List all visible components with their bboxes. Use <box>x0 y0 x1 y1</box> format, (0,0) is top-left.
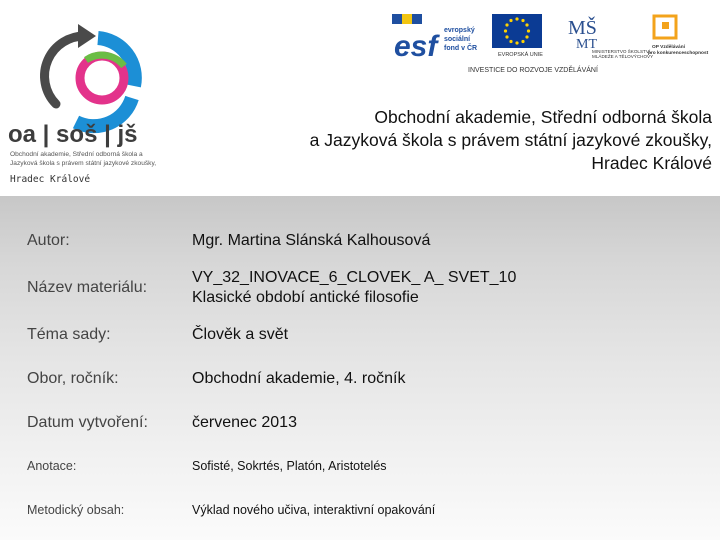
eu-flag-icon <box>492 14 543 58</box>
field-row <box>27 370 710 388</box>
annotation-row <box>27 459 710 473</box>
svg-text:EVROPSKÁ UNIE: EVROPSKÁ UNIE <box>498 52 543 58</box>
author-row <box>27 232 710 250</box>
method-value: Výklad nového učiva, interaktivní opakování <box>192 503 436 517</box>
partners-tagline: INVESTICE DO ROZVOJE VZDĚLÁVÁNÍ <box>468 67 598 74</box>
material-code: VY_32_INOVACE_6_CLOVEK_ A_ SVET_10 <box>192 269 517 286</box>
msmt-logo-icon <box>568 15 653 59</box>
svg-text:MT: MT <box>576 37 597 52</box>
created-row <box>27 414 710 432</box>
school-name <box>310 106 712 175</box>
field-value: Obchodní akademie, 4. ročník <box>192 370 406 387</box>
school-name-line2: a Jazyková škola s právem státní jazykové zkoušky, <box>309 130 712 150</box>
svg-text:evropský sociální: evropský sociální fond v ČR <box>444 27 478 52</box>
op-logo-icon <box>648 16 709 56</box>
logo-city: Hradec Králové <box>10 174 91 185</box>
logo-mark-icon <box>6 16 176 191</box>
logo-brand: oa | soš | jš <box>8 121 138 148</box>
method-row <box>27 503 710 517</box>
topic-value: Člověk a svět <box>192 326 289 343</box>
header <box>0 0 720 196</box>
method-label: Metodický obsah: <box>27 503 125 517</box>
partner-logos-graphic <box>392 8 712 78</box>
school-name-line3: Hradec Králové <box>591 153 712 173</box>
annotation-label: Anotace: <box>27 459 77 473</box>
created-label: Datum vytvoření: <box>27 414 148 431</box>
material-row <box>27 268 710 308</box>
svg-text:OP Vzdělávání pro: OP Vzdělávání pro konkurenceschopnost <box>648 45 709 56</box>
annotation-value: Sofisté, Sokrtés, Platón, Aristotelés <box>192 459 387 473</box>
field-label: Obor, ročník: <box>27 370 119 387</box>
partner-logos <box>392 8 712 78</box>
material-label: Název materiálu: <box>27 279 148 296</box>
author-label: Autor: <box>27 232 70 249</box>
svg-text:MŠ: MŠ <box>568 17 597 39</box>
created-value: červenec 2013 <box>192 414 297 431</box>
logo-description: Obchodní akademie, Střední odborná škola a Jazyková škola s právem státní jazykové zkoušky, <box>10 151 157 167</box>
esf-logo-icon <box>392 14 477 63</box>
svg-text:esf: esf <box>394 30 438 63</box>
school-logo <box>6 16 176 191</box>
topic-row <box>27 326 710 344</box>
svg-text:MINISTERSTVO ŠKOLSTVÍ,: MINISTERSTVO ŠKOLSTVÍ, MLÁDEŽE A TĚLOVÝCHOVY <box>592 49 654 59</box>
topic-label: Téma sady: <box>27 326 111 343</box>
material-value <box>192 268 516 308</box>
school-name-line1: Obchodní akademie, Střední odborná škola <box>374 107 712 127</box>
author-value: Mgr. Martina Slánská Kalhousová <box>192 232 431 249</box>
material-info <box>0 196 720 540</box>
material-title: Klasické období antické filosofie <box>192 289 419 306</box>
